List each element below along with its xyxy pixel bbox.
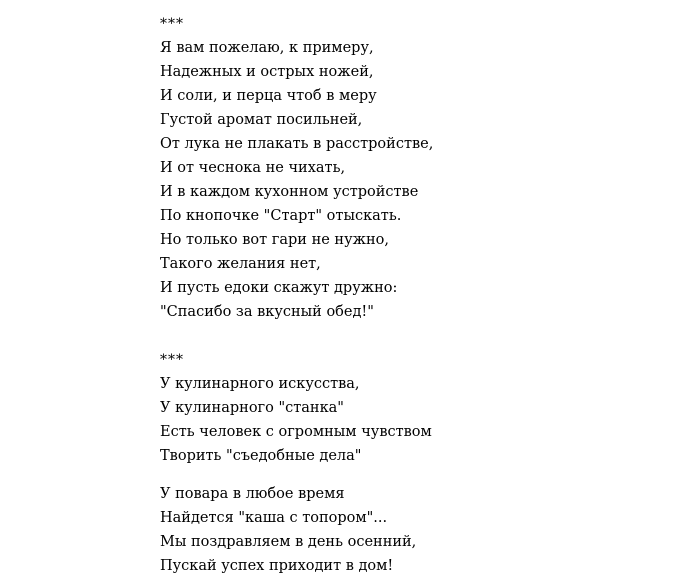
poem-line: Мы поздравляем в день осенний, <box>160 534 417 550</box>
poem-2 <box>160 348 670 578</box>
poem-line: Густой аромат посильней, <box>160 112 363 128</box>
poem-line: От лука не плакать в расстройстве, <box>160 136 434 152</box>
poem-line: Пускай успех приходит в дом! <box>160 558 394 574</box>
poem-line: Я вам пожелаю, к примеру, <box>160 40 374 56</box>
poem-line: Найдется "каша с топором"... <box>160 510 388 526</box>
stanza-gap <box>160 324 670 348</box>
separator-stars: *** <box>160 16 184 32</box>
poem-line: И соли, и перца чтоб в меру <box>160 88 377 104</box>
poem-line: Но только вот гари не нужно, <box>160 232 389 248</box>
poem-line: И пусть едоки скажут дружно: <box>160 280 398 296</box>
poem-line: И от чеснока не чихать, <box>160 160 346 176</box>
poem-line: Такого желания нет, <box>160 256 321 272</box>
poem-line: Есть человек с огромным чувством <box>160 424 432 440</box>
poem-page <box>160 12 670 578</box>
stanza-gap <box>160 468 670 482</box>
poem-1 <box>160 12 670 324</box>
poem-line: У кулинарного искусства, <box>160 376 360 392</box>
poem-line: У повара в любое время <box>160 486 345 502</box>
poem-line: Творить "съедобные дела" <box>160 448 362 464</box>
poem-line: Надежных и острых ножей, <box>160 64 374 80</box>
poem-line: "Спасибо за вкусный обед!" <box>160 304 374 320</box>
poem-line: И в каждом кухонном устройстве <box>160 184 419 200</box>
poem-line: По кнопочке "Старт" отыскать. <box>160 208 402 224</box>
separator-stars: *** <box>160 352 184 368</box>
poem-line: У кулинарного "станка" <box>160 400 344 416</box>
